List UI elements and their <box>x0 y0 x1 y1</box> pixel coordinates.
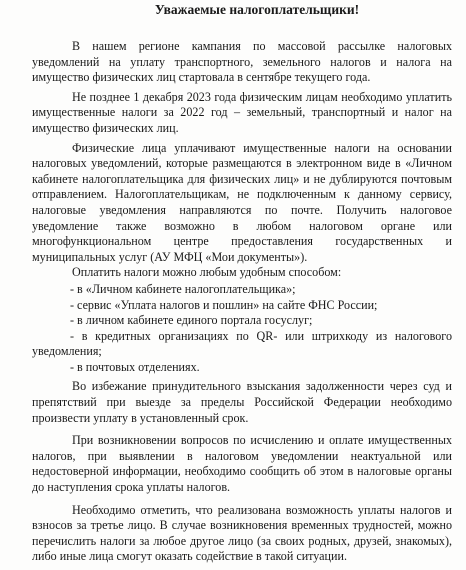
document-title: Уважаемые налогоплательщики! <box>154 2 360 17</box>
paragraph-payment-intro: Оплатить налоги можно любым удобным способом: <box>72 265 342 280</box>
paragraph-enforcement: Во избежание принудительного взыскания задолженности через суд и препятствий при выезде за пределы Российской Федерации необходимо произвести уплату в установленный срок. <box>32 379 452 425</box>
list-item: - в кредитных организациях по QR- или штрихкоду из налогового уведомления; <box>32 328 452 359</box>
paragraph-third-party: Необходимо отметить, что реализована возможность уплаты налогов и взносов за третье лицо. В случае возникновения временных трудностей, можно перечислить налоги за любое другое лицо (за своих родных, друзей, знакомых), либо иные лица смогут оказать содействие в такой ситуации. <box>32 502 452 564</box>
list-item: - в личном кабинете единого портала госуслуг; <box>70 313 313 328</box>
payment-methods-list <box>32 282 452 376</box>
paragraph-questions: При возникновении вопросов по исчислению и оплате имущественных налогов, при выявлении в налоговом уведомлении неактуальной или недостоверной информации, необходимо сообщить об этом в налоговые органы до наступления срока уплаты налогов. <box>32 433 452 495</box>
document-body <box>32 39 452 565</box>
paragraph-notifications: Физические лица уплачивают имущественные налоги на основании налоговых уведомлений, которые размещаются в электронном виде в «Личном кабинете налогоплательщика для физических лиц» и не дублируются почтовым отправлением. Налогоплательщикам, не подключенным к данному сервису, налоговые уведомления направляются по почте. Получить налоговое уведомление также возможно в любом налоговом органе или многофункциональном центре предоставления государственных и муниципальных услуг (АУ МФЦ «Мои документы»). <box>32 140 452 264</box>
list-item: - в «Личном кабинете налогоплательщика»; <box>70 281 296 296</box>
paragraph-deadline: Не позднее 1 декабря 2023 года физическим лицам необходимо уплатить имущественные налоги за 2022 год – земельный, транспортный и налог на имущество физических лиц. <box>32 89 452 135</box>
list-item: - сервис «Уплата налогов и пошлин» на сайте ФНС России; <box>70 297 378 312</box>
list-item: - в почтовых отделениях. <box>70 359 200 374</box>
paragraph-campaign: В нашем регионе кампания по массовой рассылке налоговых уведомлений на уплату транспортного, земельного налогов и налога на имущество физических лиц стартовала в сентябре текущего года. <box>32 39 452 85</box>
